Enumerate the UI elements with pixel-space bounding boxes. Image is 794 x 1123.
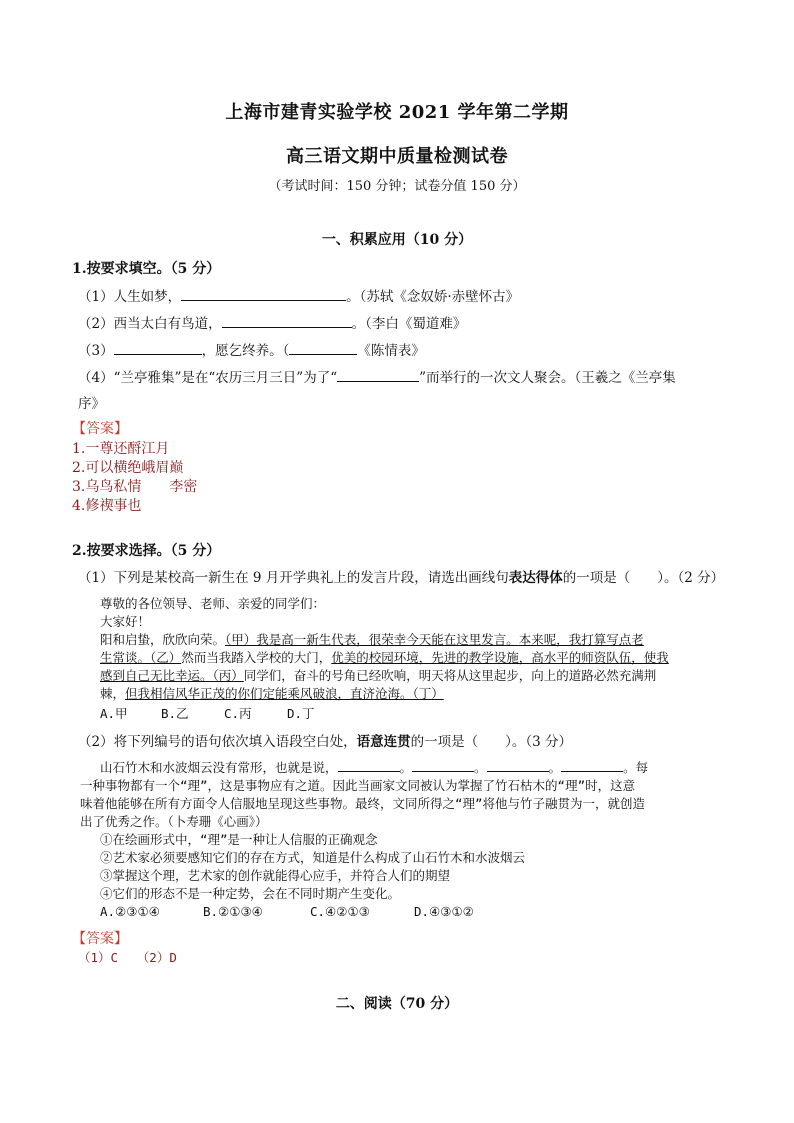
speech-line-1: 尊敬的各位领导、老师、亲爱的同学们： <box>100 596 326 611</box>
text-line-2: 一种事物都有一个“理”，这是事物应有之道。因此当画家文同被认为掌握了竹石枯木的“理”时，这意 <box>80 778 636 793</box>
exam-school-title: 上海市建青实验学校 2021 学年第二学期 <box>225 102 569 123</box>
q2-2-option-c: C.④②①③ <box>310 904 370 919</box>
section-2-title: 二、阅读（70 分） <box>335 996 459 1012</box>
text-line-3: 味着他能够在所有方面令人信服地呈现这些事物。最终，文同所得之“理”将他与竹子融贯为一，就创造 <box>80 796 646 811</box>
q1-line-2: （2）西当太白有鸟道， 。（李白《蜀道难》 <box>78 312 466 332</box>
q2-part-2-prompt: （2）将下列编号的语句依次填入语段空白处，语意连贯的一项是（ ）。（3 分） <box>78 734 572 750</box>
q1-answer-label: 【答案】 <box>72 421 128 437</box>
text-line-1: 山石竹木和水波烟云没有常形，也就是说， 。 。 。 。每 <box>100 760 649 775</box>
text-line-4: 出了优秀之作。（卜寿珊《心画》） <box>80 814 268 829</box>
q1-answer-4: 4.修禊事也 <box>72 498 142 514</box>
statement-3: ③掌握这个理，艺术家的创作就能得心应手，并符合人们的期望 <box>100 868 451 883</box>
q2-answer-label: 【答案】 <box>72 931 128 947</box>
q1-answer-2: 2.可以横绝峨眉巅 <box>72 460 184 476</box>
statement-1: ①在绘画形式中，“理”是一种让人信服的正确观念 <box>100 832 378 847</box>
speech-line-2: 大家好！ <box>100 614 151 629</box>
q1-line-1: （1）人生如梦， 。（苏轼《念奴娇·赤壁怀古》 <box>78 285 519 305</box>
q2-1-option-a: A.甲 <box>100 706 128 721</box>
q2-1-option-d: D.丁 <box>287 706 315 721</box>
q2-2-option-a: A.②③①④ <box>100 904 160 919</box>
q2-1-option-b: B.乙 <box>161 706 189 721</box>
speech-line-3: 阳和启蛰，欣欣向荣。（甲）我是高一新生代表，很荣幸今天能在这里发言。本来呢，我打算写点老 <box>100 632 644 647</box>
q2-1-option-c: C.丙 <box>224 706 252 721</box>
speech-line-4: 生常谈。（乙）然而当我踏入学校的大门，优美的校园环境，先进的教学设施，高水平的师资队伍，使我 <box>100 650 669 665</box>
q1-answer-1: 1.一尊还酹江月 <box>72 441 170 457</box>
question-2-title: 2.按要求选择。（5 分） <box>72 543 221 559</box>
exam-info: （考试时间：150 分钟；试卷分值 150 分） <box>268 179 526 194</box>
statement-4: ④它们的形态不是一种定势，会在不同时期产生变化。 <box>100 886 401 901</box>
q2-part-1-prompt: （1）下列是某校高一新生在 9 月开学典礼上的发言片段，请选出画线句表达得体的一项是（ ）。（2 分） <box>78 570 725 586</box>
q1-answer-3: 3.乌鸟私情 李密 <box>72 479 198 495</box>
speech-line-6: 棘，但我相信风华正茂的你们定能乘风破浪，直济沧海。（丁） <box>100 686 444 701</box>
q1-line-4-cont: 序》 <box>78 396 105 412</box>
exam-title: 高三语文期中质量检测试卷 <box>286 146 508 167</box>
q2-2-option-b: B.②①③④ <box>203 904 263 919</box>
question-1-title: 1.按要求填空。（5 分） <box>72 261 221 277</box>
section-1-title: 一、积累应用（10 分） <box>321 232 473 248</box>
q1-line-3: （3） ，愿乞终养。（ 《陈情表》 <box>78 339 425 359</box>
q2-2-option-d: D.④③①② <box>414 904 474 919</box>
q2-answers: （1）C （2）D <box>78 950 177 965</box>
speech-line-5: 感到自己无比幸运。（丙）同学们，奋斗的号角已经吹响，明天将从这里起步，向上的道路必然充满荆 <box>100 668 657 683</box>
q1-line-4: （4）“兰亭雅集”是在“农历三月三日”为了“ ”而举行的一次文人聚会。（王羲之《兰亭集 <box>78 366 676 386</box>
statement-2: ②艺术家必须要感知它们的存在方式，知道是什么构成了山石竹木和水波烟云 <box>100 850 526 865</box>
